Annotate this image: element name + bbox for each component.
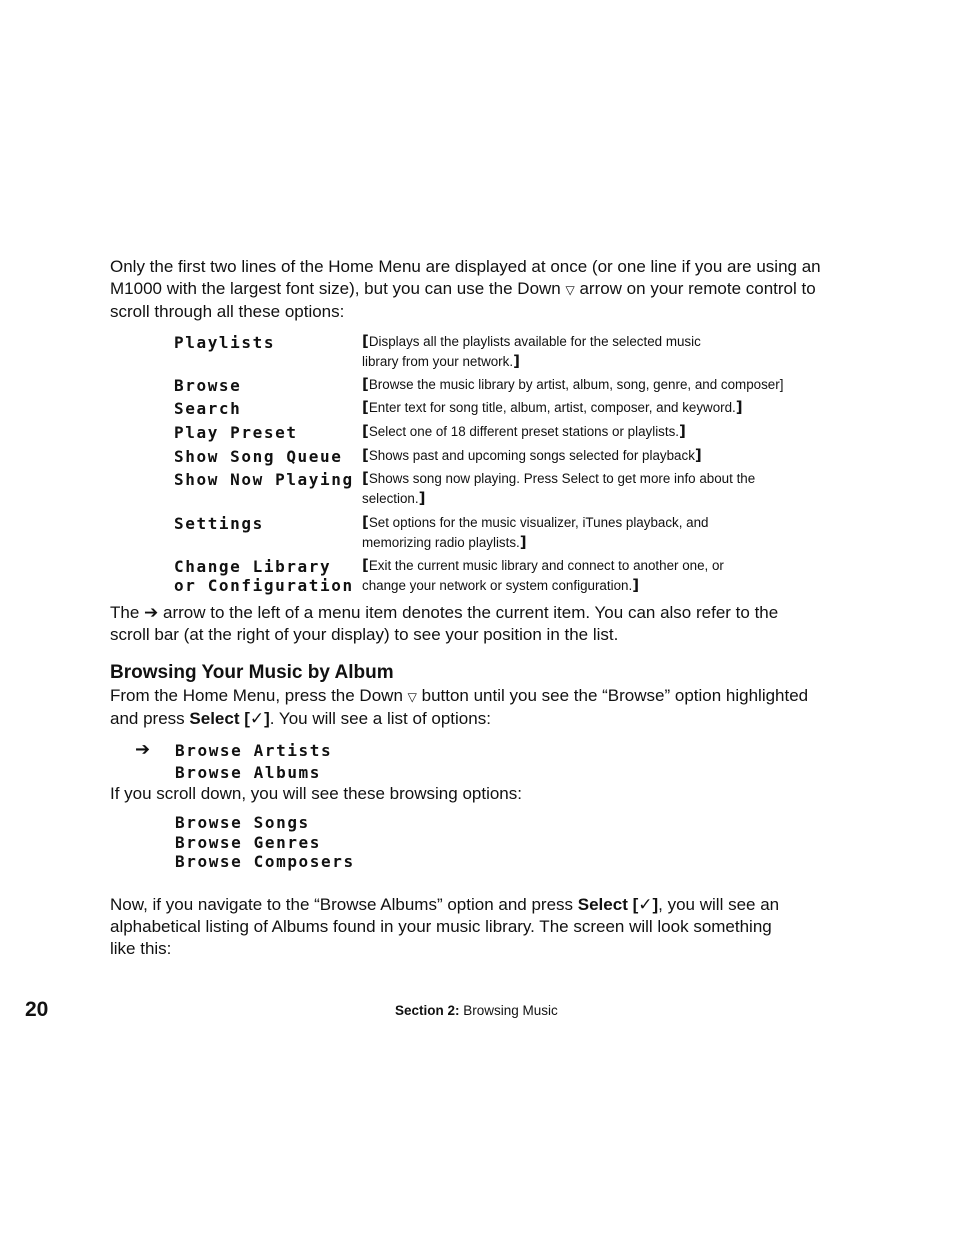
menu-description-line	[362, 446, 812, 466]
menu-description-line	[362, 556, 812, 576]
menu-label-show-song-queue	[174, 447, 343, 466]
arrow-note-line-1	[110, 602, 850, 624]
menu-label-show-now-playing	[174, 470, 354, 489]
current-item-arrow-icon: ➔	[135, 739, 151, 760]
open-bracket: [	[362, 556, 369, 574]
menu-description-line	[362, 469, 812, 489]
menu-label-settings	[174, 514, 264, 533]
close-bracket: ]	[632, 575, 640, 594]
final-line-1-start: Now, if you navigate to the “Browse Albums” option and press	[110, 895, 574, 914]
menu-description-text: Shows song now playing. Press Select to get more info about the	[368, 471, 756, 486]
menu-label-line: Browse	[174, 376, 242, 395]
footer-section-title: Browsing Music	[463, 1003, 558, 1018]
browse-option-composers: Browse Composers	[175, 852, 355, 871]
menu-description-text: selection.	[362, 490, 419, 506]
menu-description	[362, 446, 812, 466]
close-bracket: ]	[513, 351, 520, 370]
menu-description-text: Browse the music library by artist, album, song, genre, and composer	[368, 377, 780, 392]
menu-label-play-preset	[174, 423, 298, 442]
menu-description-text: memorizing radio playlists.	[362, 534, 520, 550]
intro-line-2-start: M1000 with the largest font size), but you can use the Down	[110, 279, 561, 298]
menu-label-search	[174, 399, 241, 418]
menu-label-line: Show Song Queue	[174, 447, 343, 466]
open-bracket: [	[362, 422, 369, 440]
menu-description	[362, 375, 812, 395]
menu-label-line: Show Now Playing	[174, 470, 354, 489]
menu-description-text: Exit the current music library and connect to another one, or	[368, 558, 724, 573]
open-bracket: [	[362, 446, 369, 464]
intro-line-3: scroll through all these options:	[110, 302, 345, 321]
arrow-note-line-2: scroll bar (at the right of your display) to see your position in the list.	[110, 625, 619, 644]
select-key-label: Select [✓]	[189, 709, 270, 728]
browse-option-albums: Browse Albums	[175, 763, 322, 782]
browse-intro-line-2	[110, 708, 850, 730]
browse-option-songs: Browse Songs	[175, 813, 310, 832]
open-bracket: [	[362, 398, 369, 416]
final-line-3: like this:	[110, 939, 172, 958]
menu-description	[362, 556, 812, 595]
menu-description-line	[362, 576, 812, 596]
browse-intro-paragraph	[110, 685, 850, 730]
down-arrow-icon: ▽	[565, 283, 575, 297]
menu-label-line: Settings	[174, 514, 264, 533]
browse-option-genres: Browse Genres	[175, 833, 322, 852]
close-bracket: ]	[779, 377, 784, 392]
menu-description	[362, 422, 812, 442]
menu-description-text: change your network or system configuration.	[362, 577, 633, 593]
close-bracket: ]	[694, 446, 702, 464]
menu-description-line	[362, 332, 812, 352]
menu-label-line: Play Preset	[174, 423, 298, 442]
menu-description-text: Select one of 18 different preset stations or playlists.	[368, 424, 680, 439]
browse-intro-line-1	[110, 685, 850, 708]
page-number: 20	[25, 998, 49, 1021]
browse-intro-line-2-end: . You will see a list of options:	[269, 709, 491, 728]
menu-description	[362, 332, 812, 371]
browse-intro-start: From the Home Menu, press the Down	[110, 686, 403, 705]
menu-description-line	[362, 398, 812, 418]
arrow-note-start: The	[110, 603, 140, 622]
open-bracket: [	[362, 375, 369, 393]
menu-description-text: library from your network.	[362, 353, 514, 369]
menu-label-browse	[174, 376, 241, 395]
open-bracket: [	[362, 513, 369, 531]
section-heading: Browsing Your Music by Album	[110, 662, 394, 683]
close-bracket: ]	[519, 532, 527, 551]
browse-intro-end: button until you see the “Browse” option highlighted	[421, 686, 809, 705]
menu-description-text: Shows past and upcoming songs selected for playback	[368, 448, 695, 463]
menu-description-line	[362, 513, 812, 533]
final-line-1-end: , you will see an	[658, 895, 780, 914]
menu-label-line: Search	[174, 399, 242, 418]
close-bracket: ]	[679, 422, 686, 440]
arrow-note-end: arrow to the left of a menu item denotes the current item. You can also refer to the	[163, 603, 779, 622]
down-arrow-icon: ▽	[407, 690, 417, 704]
current-item-arrow-icon: ➔	[144, 603, 159, 623]
menu-label-line: Playlists	[174, 333, 276, 352]
open-bracket: [	[362, 469, 369, 487]
menu-description	[362, 398, 812, 418]
menu-description-text: Displays all the playlists available for the selected music	[368, 334, 701, 349]
menu-description-text: Set options for the music visualizer, iTunes playback, and	[368, 515, 709, 530]
menu-description-line	[362, 533, 812, 553]
menu-label-change-library	[174, 557, 354, 595]
open-bracket: [	[362, 332, 369, 350]
intro-line-2-end: arrow on your remote control to	[579, 279, 816, 298]
menu-description-text: Enter text for song title, album, artist, composer, and keyword.	[368, 400, 736, 415]
browse-intro-line-2-start: and press	[110, 709, 185, 728]
arrow-note-paragraph	[110, 602, 850, 646]
scroll-note: If you scroll down, you will see these browsing options:	[110, 784, 522, 803]
final-line-2: alphabetical listing of Albums found in your music library. The screen will look something	[110, 917, 772, 936]
menu-description-line	[362, 375, 812, 395]
menu-description-line	[362, 489, 812, 509]
menu-description	[362, 513, 812, 552]
browse-option-artists: Browse Artists	[175, 741, 333, 760]
close-bracket: ]	[418, 488, 426, 507]
intro-line-1: Only the first two lines of the Home Menu are displayed at once (or one line if you are using an	[110, 257, 821, 276]
footer-section	[395, 1003, 558, 1018]
final-paragraph	[110, 894, 850, 960]
intro-line-2	[110, 278, 850, 301]
footer-section-label: Section 2:	[395, 1003, 460, 1018]
menu-label-playlists	[174, 333, 275, 352]
menu-description-line	[362, 352, 812, 372]
intro-paragraph	[110, 256, 850, 323]
select-key-label: Select [✓]	[577, 895, 659, 914]
menu-description-line	[362, 422, 812, 442]
final-line-1	[110, 894, 850, 916]
menu-description	[362, 469, 812, 508]
close-bracket: ]	[735, 398, 743, 416]
menu-label-line: Change Library	[174, 557, 332, 576]
menu-label-line: or Configuration	[174, 576, 354, 595]
